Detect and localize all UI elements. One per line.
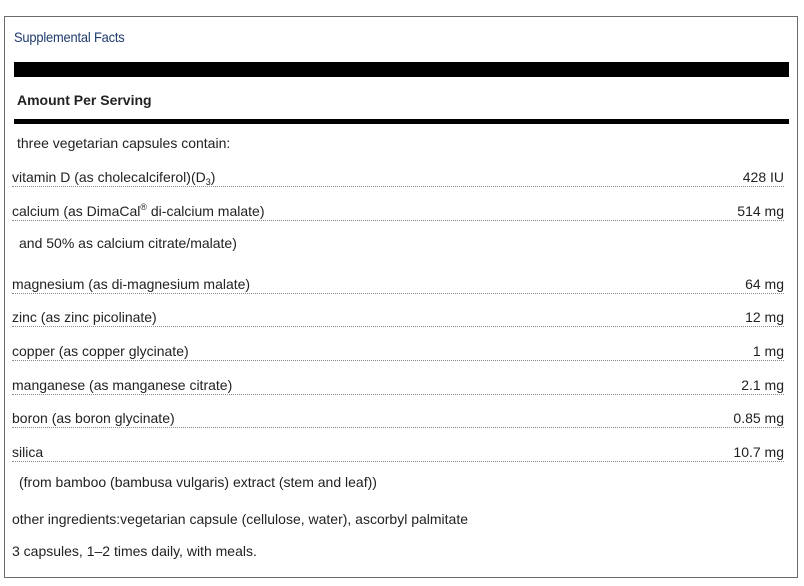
thick-divider	[14, 62, 789, 77]
dotted-leader	[12, 360, 784, 361]
dotted-leader	[12, 186, 784, 187]
amount-per-serving-heading: Amount Per Serving	[17, 92, 152, 108]
dotted-leader	[12, 293, 784, 294]
nutrient-row-boron	[12, 406, 784, 428]
directions: 3 capsules, 1–2 times daily, with meals.	[12, 543, 257, 559]
nutrient-row-vitamin-d	[12, 165, 784, 187]
nutrient-row-silica	[12, 440, 784, 462]
nutrient-row-magnesium	[12, 272, 784, 294]
nutrient-amount: 10.7 mg	[733, 444, 784, 460]
nutrient-amount: 514 mg	[737, 203, 784, 219]
supplement-facts-panel	[4, 16, 798, 578]
nutrient-amount: 64 mg	[745, 276, 784, 292]
silica-note: (from bamboo (bambusa vulgaris) extract (stem and leaf))	[19, 474, 377, 490]
dotted-leader	[12, 427, 784, 428]
dotted-leader	[12, 326, 784, 327]
dotted-leader	[12, 461, 784, 462]
nutrient-name: manganese (as manganese citrate)	[12, 377, 233, 393]
nutrient-row-zinc	[12, 305, 784, 327]
nutrient-name: zinc (as zinc picolinate)	[12, 309, 157, 325]
nutrient-amount: 2.1 mg	[741, 377, 784, 393]
nutrient-amount: 0.85 mg	[733, 410, 784, 426]
nutrient-name: magnesium (as di-magnesium malate)	[12, 276, 251, 292]
nutrient-name: silica	[12, 444, 44, 460]
nutrient-row-manganese	[12, 373, 784, 395]
nutrient-name: copper (as copper glycinate)	[12, 343, 189, 359]
nutrient-amount: 1 mg	[752, 343, 784, 359]
calcium-note: and 50% as calcium citrate/malate)	[19, 235, 237, 251]
nutrient-amount: 12 mg	[745, 309, 784, 325]
nutrient-name: vitamin D (as $cholecalciferol)(D_3)$	[12, 169, 216, 187]
nutrient-name: boron (as boron glycinate)	[12, 410, 175, 426]
nutrient-amount: 428 IU	[742, 169, 784, 185]
thin-divider	[14, 119, 789, 124]
serving-intro: three vegetarian capsules contain:	[17, 135, 231, 151]
dotted-leader	[12, 220, 784, 221]
panel-title: Supplemental Facts	[14, 29, 125, 45]
nutrient-row-copper	[12, 339, 784, 361]
other-ingredients: other ingredients:vegetarian capsule (cellulose, water), ascorbyl palmitate	[12, 511, 469, 527]
dotted-leader	[12, 394, 784, 395]
nutrient-name: calcium (as DimaCal® di-calcium malate)	[12, 202, 265, 219]
nutrient-row-calcium	[12, 199, 784, 221]
